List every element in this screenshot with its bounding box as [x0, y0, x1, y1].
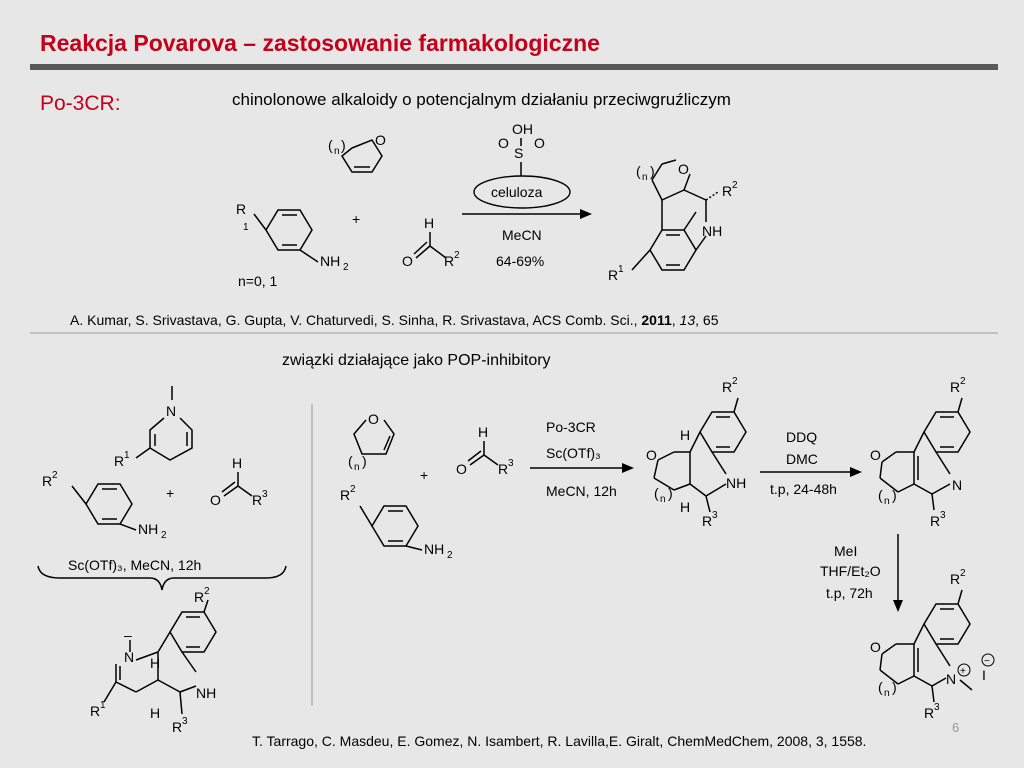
ring-bracket-right-3: ): [362, 453, 367, 469]
n-values-label: n=0, 1: [238, 273, 278, 289]
r2-product-index: 2: [732, 180, 738, 191]
ring-bracket-right-6: ): [892, 679, 897, 695]
aniline-structure: [236, 201, 349, 273]
atom-o-s2: O: [534, 135, 545, 151]
step1-label-3: MeCN, 12h: [546, 483, 617, 499]
step2-label-1: DDQ: [786, 429, 818, 445]
slide-title: Reakcja Povarova – zastosowanie farmakologiczne: [40, 30, 600, 56]
r1-product-index: 1: [618, 264, 624, 275]
furoquinoline-intermediate: [646, 376, 746, 529]
ring-bracket-right-4: ): [668, 485, 673, 501]
atom-h-3: H: [478, 424, 489, 440]
atom-r3: R: [252, 492, 263, 508]
atom-o-arom: O: [870, 447, 881, 463]
section2-heading: związki działające jako POP-inhibitory: [282, 352, 551, 369]
step2-label-3: t.p, 24-48h: [770, 481, 837, 497]
n-methyl-left: –: [124, 627, 132, 643]
plus-sign-1: +: [352, 211, 361, 227]
atom-n-arom: N: [952, 477, 963, 493]
ring-bracket-right-5: ): [892, 487, 897, 503]
r2-aniline-index: 2: [52, 470, 58, 481]
ring-bracket-left-6: (: [878, 679, 883, 695]
atom-r1-left: R: [90, 703, 101, 719]
page-number: 6: [952, 720, 960, 735]
left-conditions: Sc(OTf)₃, MeCN, 12h: [68, 557, 202, 573]
atom-r2-arom: R: [950, 379, 961, 395]
section1-heading: chinolonowe alkaloidy o potencjalnym działaniu przeciwgruźliczym: [232, 90, 731, 109]
reference-1-authors: A. Kumar, S. Srivastava, G. Gupta, V. Chaturvedi, S. Sinha, R. Srivastava, ACS Comb. Sci.,: [70, 312, 642, 328]
ring-bracket-left-5: (: [878, 487, 883, 503]
atom-nh2-3: NH: [424, 541, 445, 557]
step3-label-3: t.p, 72h: [826, 585, 873, 601]
aniline-structure-3: [340, 484, 453, 561]
r1-index: 1: [243, 222, 249, 233]
r1-dhp-index: 1: [124, 450, 130, 461]
aldehyde-structure-2: [210, 455, 268, 508]
catalyst-label: celuloza: [491, 184, 543, 200]
atom-s: S: [514, 145, 524, 161]
ring-bracket-left-3: (: [348, 453, 353, 469]
atom-o-aldehyde-2: O: [210, 492, 221, 508]
r2-aniline-3-index: 2: [350, 484, 356, 495]
ring-bracket-right: ): [341, 137, 346, 153]
atom-o-s1: O: [498, 135, 509, 151]
r2-quat-index: 2: [960, 568, 966, 579]
step1-label-2: Sc(OTf)₃: [546, 445, 601, 461]
atom-r2-int: R: [722, 379, 733, 395]
atom-r2-product: R: [722, 183, 733, 199]
atom-r1: R: [236, 201, 247, 217]
atom-r2: R: [444, 253, 455, 269]
ring-bracket-left: (: [328, 137, 333, 153]
r3-int-index: 3: [712, 510, 718, 521]
atom-r3-left: R: [172, 719, 183, 735]
atom-n-dhp: N: [166, 403, 177, 419]
left-product-structure: [90, 586, 216, 735]
atom-nh: NH: [702, 223, 723, 239]
ring-bracket-right-2: ): [650, 163, 655, 179]
atom-o-furan: O: [368, 411, 379, 427]
r1-left-index: 1: [100, 700, 106, 711]
atom-iodide: I: [982, 667, 986, 683]
atom-o-int: O: [646, 447, 657, 463]
atom-r2-quat: R: [950, 571, 961, 587]
nh2-subscript-3: 2: [447, 550, 453, 561]
step3-label-1: MeI: [834, 543, 858, 559]
atom-h-int-1: H: [680, 427, 691, 443]
atom-n-quat: N: [946, 671, 957, 687]
atom-o: O: [375, 132, 386, 148]
atom-h-left-1: H: [150, 655, 161, 671]
r3-quat-index: 3: [934, 702, 940, 713]
ring-bracket-left-4: (: [654, 485, 659, 501]
cellulose-sulfonic-acid: [474, 121, 570, 208]
atom-nh-left: NH: [196, 685, 217, 701]
furoquinoline-aromatic: [870, 376, 970, 529]
atom-h: H: [424, 215, 435, 231]
dihydropyran-structure: [328, 132, 386, 172]
step1-label-1: Po-3CR: [546, 419, 596, 435]
atom-r3-ald: R: [498, 461, 509, 477]
dihydropyridine-structure: [114, 386, 192, 469]
atom-nh2-2: NH: [138, 521, 159, 537]
atom-r3-quat: R: [924, 705, 935, 721]
atom-r1-dhp: R: [114, 453, 125, 469]
atom-h-int-2: H: [680, 499, 691, 515]
plus-sign-3: +: [420, 467, 429, 483]
ring-bracket-left-2: (: [636, 163, 641, 179]
r3-arom-index: 3: [940, 510, 946, 521]
nh2-subscript: 2: [343, 262, 349, 273]
atom-r1-product: R: [608, 267, 619, 283]
r2-index: 2: [454, 250, 460, 261]
ring-size-n-6: n: [884, 688, 890, 699]
reference-1-pages: , 65: [695, 312, 719, 328]
step3-label-2: THF/Et₂O: [820, 563, 881, 579]
atom-nh2: NH: [320, 253, 341, 269]
atom-o-pyran: O: [678, 161, 689, 177]
nh2-subscript-2: 2: [161, 530, 167, 541]
atom-nh-int: NH: [726, 475, 747, 491]
r2-int-index: 2: [732, 376, 738, 387]
atom-r3-int: R: [702, 513, 713, 529]
yield-label: 64-69%: [496, 253, 545, 269]
r3-ald-index: 3: [508, 458, 514, 469]
negative-charge: −: [984, 656, 990, 667]
reference-1: A. Kumar, S. Srivastava, G. Gupta, V. Chaturvedi, S. Sinha, R. Srivastava, ACS Comb. Sci., 2011, 13, 65: [70, 312, 719, 328]
atom-r2-aniline: R: [42, 473, 53, 489]
aldehyde-structure-3: [456, 424, 514, 477]
r2-left-index: 2: [204, 586, 210, 597]
dihydrofuran-structure: [348, 411, 394, 473]
po-3cr-label: Po-3CR:: [40, 92, 121, 115]
reference-1-volume: 13: [679, 312, 696, 328]
ring-size-n-2: n: [642, 172, 648, 183]
aldehyde-structure: [402, 215, 460, 269]
r3-left-index: 3: [182, 716, 188, 727]
r3-index: 3: [262, 489, 268, 500]
step2-label-2: DMC: [786, 451, 818, 467]
atom-h-left-2: H: [150, 705, 161, 721]
reference-1-year: 2011: [641, 312, 672, 328]
reference-2: T. Tarrago, C. Masdeu, E. Gomez, N. Isambert, R. Lavilla,E. Giralt, ChemMedChem, 2008, 3, 1558.: [252, 733, 867, 749]
positive-charge: +: [960, 666, 966, 677]
solvent-label: MeCN: [502, 227, 542, 243]
atom-oh: OH: [512, 121, 533, 137]
plus-sign-2: +: [166, 485, 175, 501]
ring-size-n: n: [334, 146, 340, 157]
atom-h-2: H: [232, 455, 243, 471]
ring-size-n-5: n: [884, 496, 890, 507]
ring-size-n-3: n: [354, 462, 360, 473]
ring-size-n-4: n: [660, 494, 666, 505]
furoquinolinium-product: [870, 568, 994, 721]
atom-r2-aniline-3: R: [340, 487, 351, 503]
atom-n-left: N: [124, 649, 135, 665]
r2-arom-index: 2: [960, 376, 966, 387]
atom-r2-left: R: [194, 589, 205, 605]
atom-o-quat: O: [870, 639, 881, 655]
aniline-structure-2: [42, 470, 167, 541]
atom-o-aldehyde: O: [402, 253, 413, 269]
pyranoquinoline-product: [608, 160, 738, 283]
atom-r3-arom: R: [930, 513, 941, 529]
atom-o-aldehyde-3: O: [456, 461, 467, 477]
